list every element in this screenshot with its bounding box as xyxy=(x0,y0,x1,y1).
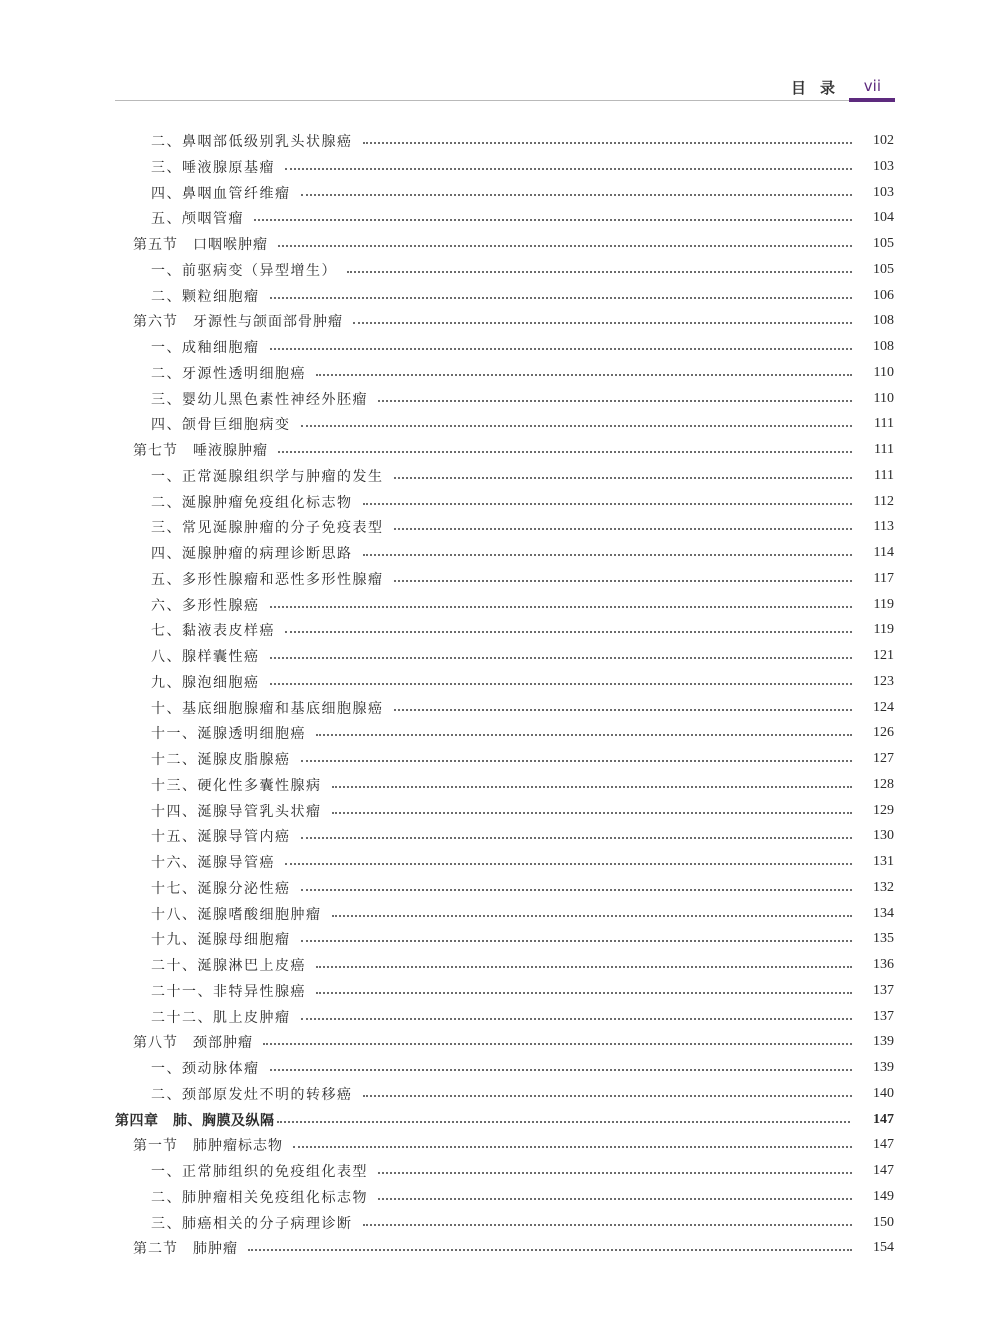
dot-leader xyxy=(363,503,853,505)
toc-entry-title: 十八、涎腺嗜酸细胞肿瘤 xyxy=(151,906,322,923)
toc-entry-title: 第五节 口咽喉肿瘤 xyxy=(133,237,268,253)
toc-entry-section[interactable] xyxy=(133,1236,894,1260)
toc-entry-item[interactable] xyxy=(151,773,894,797)
toc-entry-title: 第四章 肺、胸膜及纵隔 xyxy=(115,1112,275,1129)
toc-entry-title: 一、前驱病变（异型增生） xyxy=(151,262,337,279)
toc-entry-page-number: 112 xyxy=(873,493,894,509)
dot-leader xyxy=(263,1043,852,1045)
toc-entry-section[interactable] xyxy=(133,309,894,333)
dot-leader xyxy=(270,297,853,299)
dot-leader xyxy=(301,194,853,196)
toc-entry-item[interactable] xyxy=(151,129,894,153)
toc-entry-title: 一、成釉细胞瘤 xyxy=(151,340,260,356)
toc-entry-page-number: 103 xyxy=(873,158,894,174)
toc-entry-page-number: 105 xyxy=(873,236,894,251)
dot-leader xyxy=(332,915,853,917)
toc-entry-item[interactable] xyxy=(151,747,894,771)
toc-entry-page-number: 137 xyxy=(873,1008,894,1024)
toc-entry-page-number: 110 xyxy=(873,364,894,380)
toc-entry-title: 二、鼻咽部低级别乳头状腺癌 xyxy=(151,134,353,150)
toc-entry-page-number: 127 xyxy=(873,751,894,766)
toc-entry-chapter[interactable] xyxy=(115,1108,894,1132)
toc-entry-item[interactable] xyxy=(151,953,894,977)
toc-entry-title: 八、腺样囊性癌 xyxy=(151,649,260,665)
toc-entry-section[interactable] xyxy=(133,1133,894,1157)
dot-leader xyxy=(270,1069,853,1071)
header-page-number: vii xyxy=(863,77,881,95)
toc-entry-page-number: 110 xyxy=(873,390,894,406)
toc-entry-title: 二、肺肿瘤相关免疫组化标志物 xyxy=(151,1189,368,1206)
toc-entry-page-number: 131 xyxy=(873,854,894,869)
toc-entry-title: 第七节 唾液腺肿瘤 xyxy=(133,443,268,459)
toc-entry-item[interactable] xyxy=(151,670,894,694)
toc-entry-page-number: 108 xyxy=(873,313,894,329)
toc-entry-item[interactable] xyxy=(151,644,894,668)
toc-entry-item[interactable] xyxy=(151,181,894,205)
toc-entry-page-number: 139 xyxy=(873,1034,894,1050)
toc-entry-title: 二、颈部原发灶不明的转移癌 xyxy=(151,1086,353,1103)
toc-entry-title: 五、多形性腺瘤和恶性多形性腺瘤 xyxy=(151,571,384,588)
dot-leader xyxy=(270,606,853,608)
dot-leader xyxy=(332,786,853,788)
toc-entry-item[interactable] xyxy=(151,284,894,308)
dot-leader xyxy=(394,580,853,582)
dot-leader xyxy=(363,1224,853,1226)
toc-entry-item[interactable] xyxy=(151,1211,894,1235)
toc-entry-item[interactable] xyxy=(151,979,894,1003)
toc-entry-title: 第八节 颈部肿瘤 xyxy=(133,1035,253,1052)
toc-entry-item[interactable] xyxy=(151,541,894,565)
toc-entry-item[interactable] xyxy=(151,464,894,488)
toc-entry-item[interactable] xyxy=(151,593,894,617)
toc-entry-page-number: 128 xyxy=(873,776,894,792)
toc-entry-item[interactable] xyxy=(151,1082,894,1106)
toc-entry-page-number: 149 xyxy=(873,1188,894,1204)
toc-entry-title: 十六、涎腺导管癌 xyxy=(151,855,275,871)
toc-entry-title: 九、腺泡细胞癌 xyxy=(151,674,260,691)
dot-leader xyxy=(394,709,853,711)
toc-entry-title: 十四、涎腺导管乳头状瘤 xyxy=(151,803,322,820)
toc-entry-title: 五、颅咽管瘤 xyxy=(151,211,244,228)
dot-leader xyxy=(254,219,852,221)
toc-entry-page-number: 103 xyxy=(873,184,894,200)
toc-entry-item[interactable] xyxy=(151,799,894,823)
toc-entry-page-number: 132 xyxy=(873,879,894,895)
toc-entry-item[interactable] xyxy=(151,1005,894,1029)
dot-leader xyxy=(301,889,853,891)
header-rule xyxy=(115,100,895,101)
dot-leader xyxy=(285,631,852,633)
toc-entry-item[interactable] xyxy=(151,696,894,720)
toc-entry-title: 第一节 肺肿瘤标志物 xyxy=(133,1138,283,1155)
dot-leader xyxy=(301,940,853,942)
toc-entry-title: 第六节 牙源性与颌面部骨肿瘤 xyxy=(133,314,343,331)
toc-entry-item[interactable] xyxy=(151,490,894,514)
toc-entry-item[interactable] xyxy=(151,387,894,411)
dot-leader xyxy=(293,1146,852,1148)
dot-leader xyxy=(378,1172,852,1174)
dot-leader xyxy=(332,812,853,814)
toc-entry-title: 三、婴幼儿黑色素性神经外胚瘤 xyxy=(151,391,368,408)
dot-leader xyxy=(270,348,853,350)
toc-entry-page-number: 147 xyxy=(873,1137,894,1153)
dot-leader xyxy=(363,142,853,144)
toc-entry-title: 十三、硬化性多囊性腺病 xyxy=(151,777,322,794)
toc-entry-title: 一、正常肺组织的免疫组化表型 xyxy=(151,1164,368,1180)
toc-entry-title: 十二、涎腺皮脂腺癌 xyxy=(151,752,291,768)
toc-entry-title: 十、基底细胞腺瘤和基底细胞腺癌 xyxy=(151,700,384,717)
toc-entry-page-number: 130 xyxy=(873,828,894,844)
toc-entry-title: 六、多形性腺癌 xyxy=(151,597,260,614)
toc-entry-page-number: 119 xyxy=(873,596,894,612)
dot-leader xyxy=(277,1121,851,1123)
toc-entry-page-number: 114 xyxy=(873,545,894,560)
toc-entry-title: 十一、涎腺透明细胞癌 xyxy=(151,726,306,743)
dot-leader xyxy=(378,400,852,402)
toc-entry-page-number: 140 xyxy=(873,1085,894,1101)
toc-entry-page-number: 121 xyxy=(873,648,894,663)
dot-leader xyxy=(316,374,852,376)
toc-entry-section[interactable] xyxy=(133,438,894,462)
toc-entry-title: 十七、涎腺分泌性癌 xyxy=(151,880,291,897)
toc-entry-page-number: 113 xyxy=(873,519,894,535)
toc-entry-item[interactable] xyxy=(151,824,894,848)
toc-entry-title: 十五、涎腺导管内癌 xyxy=(151,829,291,846)
toc-entry-page-number: 123 xyxy=(873,673,894,689)
toc-entry-page-number: 106 xyxy=(873,287,894,303)
toc-entry-page-number: 111 xyxy=(874,467,894,483)
dot-leader xyxy=(278,451,852,453)
toc-entry-title: 四、颌骨巨细胞病变 xyxy=(151,417,291,434)
dot-leader xyxy=(316,966,852,968)
toc-entry-title: 二、牙源性透明细胞癌 xyxy=(151,365,306,382)
toc-entry-title: 三、肺癌相关的分子病理诊断 xyxy=(151,1215,353,1232)
dot-leader xyxy=(285,863,852,865)
toc-entry-item[interactable] xyxy=(151,876,894,900)
dot-leader xyxy=(248,1249,852,1251)
toc-entry-page-number: 150 xyxy=(873,1214,894,1230)
toc-entry-item[interactable] xyxy=(151,1159,894,1183)
toc-entry-item[interactable] xyxy=(151,258,894,282)
running-header xyxy=(115,74,895,104)
dot-leader xyxy=(394,528,853,530)
dot-leader xyxy=(316,992,852,994)
toc-entry-item[interactable] xyxy=(151,335,894,359)
dot-leader xyxy=(278,245,852,247)
toc-entry-page-number: 134 xyxy=(873,905,894,921)
toc-entry-page-number: 139 xyxy=(873,1060,894,1075)
toc-entry-page-number: 135 xyxy=(873,931,894,947)
toc-entry-title: 一、颈动脉体瘤 xyxy=(151,1061,260,1077)
toc-entry-page-number: 147 xyxy=(873,1163,894,1178)
toc-entry-item[interactable] xyxy=(151,927,894,951)
dot-leader xyxy=(363,1095,853,1097)
toc-entry-page-number: 154 xyxy=(873,1240,894,1256)
toc-entry-page-number: 108 xyxy=(873,339,894,354)
toc-entry-title: 十九、涎腺母细胞瘤 xyxy=(151,932,291,949)
header-title: 目录 xyxy=(790,79,849,97)
toc-entry-item[interactable] xyxy=(151,567,894,591)
dot-leader xyxy=(301,1018,853,1020)
toc-entry-page-number: 102 xyxy=(873,133,894,148)
toc-entry-page-number: 129 xyxy=(873,802,894,818)
toc-entry-page-number: 126 xyxy=(873,725,894,741)
toc-entry-title: 第二节 肺肿瘤 xyxy=(133,1241,238,1258)
toc-entry-title: 二、颗粒细胞瘤 xyxy=(151,288,260,305)
toc-entry-item[interactable] xyxy=(151,721,894,745)
toc-entry-page-number: 111 xyxy=(874,416,894,432)
toc-entry-section[interactable] xyxy=(133,232,894,256)
toc-entry-title: 三、唾液腺原基瘤 xyxy=(151,159,275,176)
toc-entry-title: 四、鼻咽血管纤维瘤 xyxy=(151,185,291,202)
dot-leader xyxy=(316,734,852,736)
dot-leader xyxy=(353,322,852,324)
toc-entry-item[interactable] xyxy=(151,412,894,436)
header-accent-bar xyxy=(849,98,895,102)
dot-leader xyxy=(270,683,853,685)
dot-leader xyxy=(301,760,853,762)
toc-entry-page-number: 137 xyxy=(873,982,894,998)
toc-entry-page-number: 105 xyxy=(873,261,894,277)
toc-entry-page-number: 117 xyxy=(873,570,894,586)
toc-entry-item[interactable] xyxy=(151,1056,894,1080)
dot-leader xyxy=(378,1198,852,1200)
toc-entry-item[interactable] xyxy=(151,902,894,926)
dot-leader xyxy=(363,554,853,556)
toc-entry-item[interactable] xyxy=(151,618,894,642)
toc-entry-title: 三、常见涎腺肿瘤的分子免疫表型 xyxy=(151,520,384,537)
toc-entry-item[interactable] xyxy=(151,206,894,230)
toc-entry-item[interactable] xyxy=(151,850,894,874)
toc-entry-item[interactable] xyxy=(151,1185,894,1209)
toc-entry-page-number: 119 xyxy=(873,622,894,638)
toc-entry-item[interactable] xyxy=(151,361,894,385)
dot-leader xyxy=(301,837,853,839)
dot-leader xyxy=(394,477,853,479)
dot-leader xyxy=(285,168,852,170)
toc-entry-title: 七、黏液表皮样癌 xyxy=(151,623,275,640)
toc-entry-item[interactable] xyxy=(151,515,894,539)
dot-leader xyxy=(270,657,853,659)
toc-entry-page-number: 104 xyxy=(873,210,894,226)
dot-leader xyxy=(347,271,852,273)
toc-entry-section[interactable] xyxy=(133,1030,894,1054)
toc-entry-page-number: 147 xyxy=(873,1111,894,1127)
toc-entry-title: 二、涎腺肿瘤免疫组化标志物 xyxy=(151,494,353,511)
toc-entry-page-number: 136 xyxy=(873,957,894,972)
dot-leader xyxy=(301,425,853,427)
toc-entry-page-number: 124 xyxy=(873,699,894,715)
toc-entry-title: 二十、涎腺淋巴上皮癌 xyxy=(151,958,306,974)
toc-entry-title: 一、正常涎腺组织学与肿瘤的发生 xyxy=(151,468,384,485)
toc-entry-title: 二十一、非特异性腺癌 xyxy=(151,983,306,1000)
toc-entry-page-number: 111 xyxy=(874,442,894,457)
toc-entry-item[interactable] xyxy=(151,155,894,179)
toc-entry-title: 四、涎腺肿瘤的病理诊断思路 xyxy=(151,546,353,562)
toc-entry-title: 二十二、肌上皮肿瘤 xyxy=(151,1009,291,1026)
